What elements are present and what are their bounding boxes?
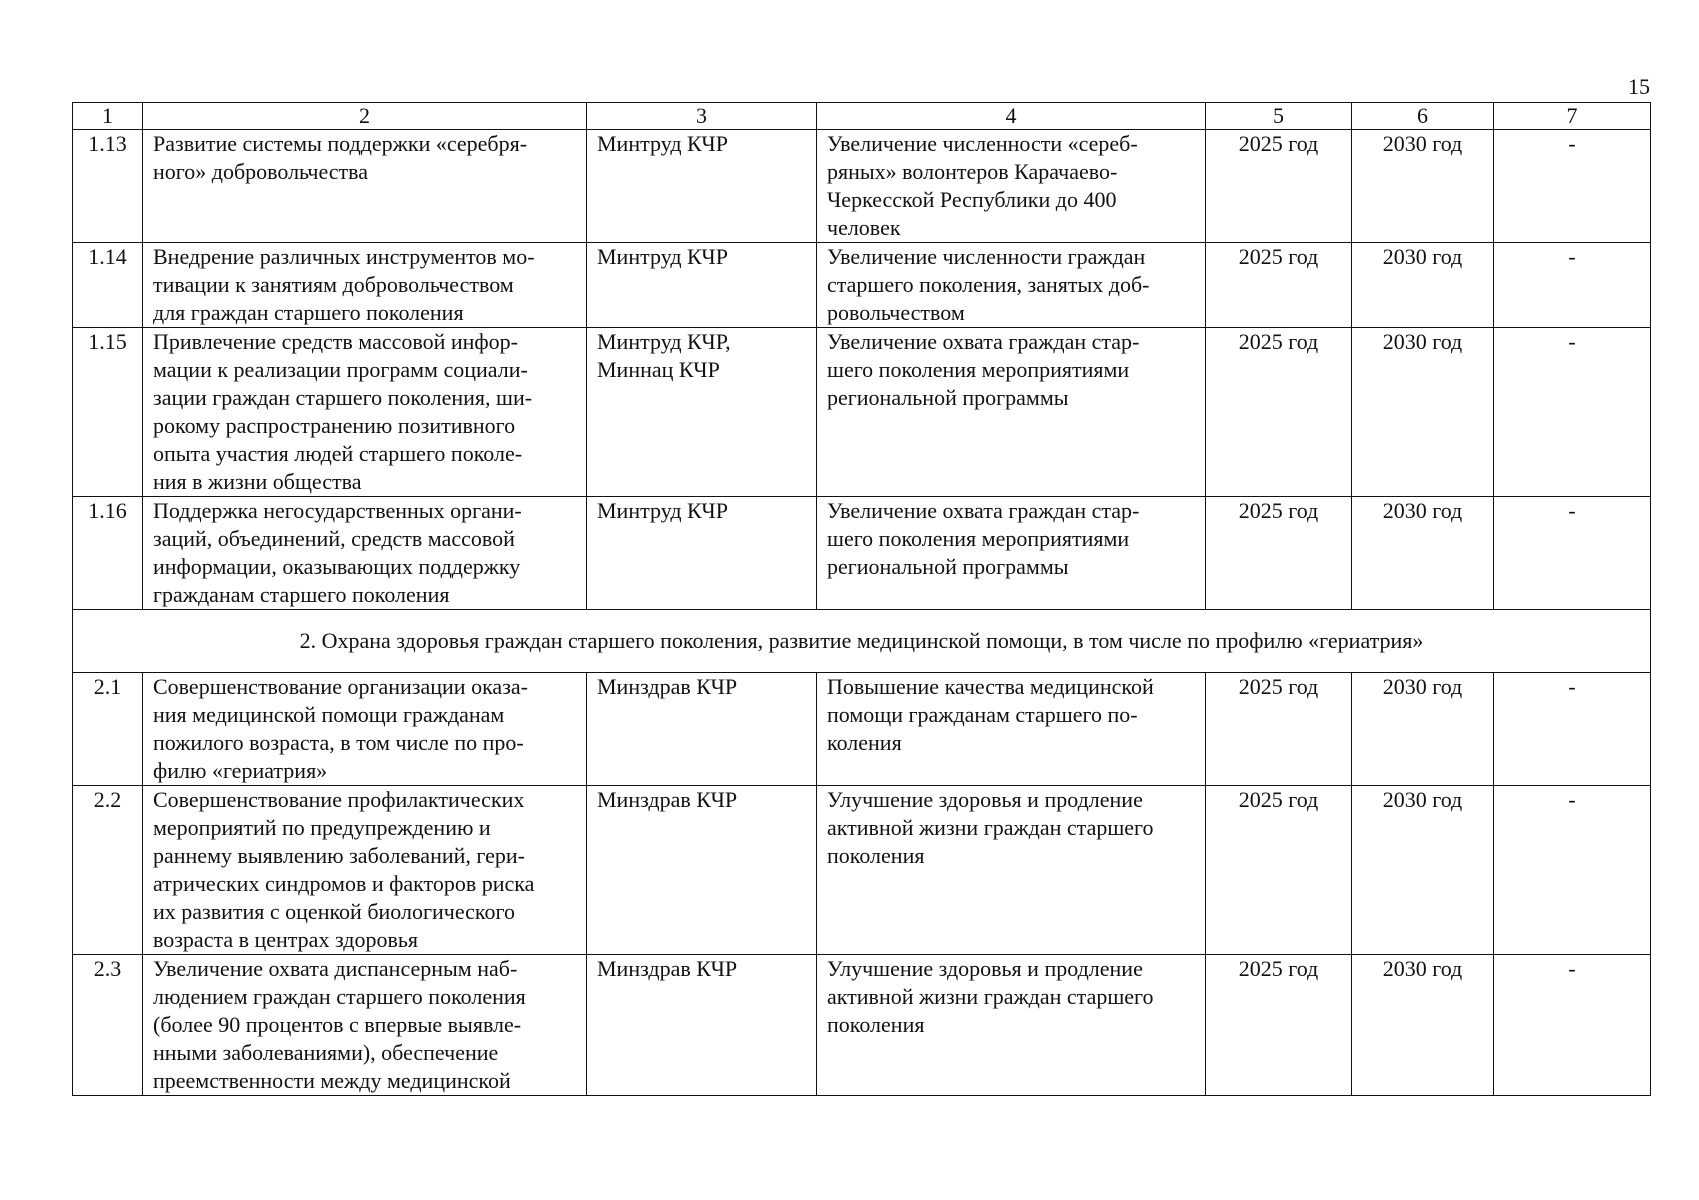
responsible-cell <box>587 786 817 955</box>
column-number-row <box>73 103 1651 130</box>
end-year: 2030 год <box>1352 243 1494 328</box>
section-title: 2. Охрана здоровья граждан старшего поколения, развитие медицинской помощи, в том числе по профилю «гериатрия» <box>73 610 1651 673</box>
measure-text: нными заболеваниями), обеспечение <box>153 1040 499 1065</box>
responsible-text: Минтруд КЧР, <box>597 329 731 354</box>
measure-cell <box>143 328 587 497</box>
result-text: шего поколения мероприятиями <box>827 526 1130 551</box>
measure-cell <box>143 673 587 786</box>
result-cell <box>817 955 1206 1096</box>
responsible-text: Минтруд КЧР <box>597 131 728 156</box>
table-row <box>73 673 1651 786</box>
measure-text: рокому распространению позитивного <box>153 413 516 438</box>
measure-text: преемственности между медицинской <box>153 1068 511 1093</box>
column-7-value: - <box>1494 328 1651 497</box>
measures-table <box>72 102 1651 1096</box>
column-7-value: - <box>1494 955 1651 1096</box>
column-number: 6 <box>1352 103 1494 130</box>
measure-text: Совершенствование организации оказа- <box>153 674 528 699</box>
result-cell <box>817 130 1206 243</box>
start-year: 2025 год <box>1206 497 1352 610</box>
measure-cell <box>143 786 587 955</box>
item-number: 2.3 <box>73 955 143 1096</box>
item-number: 1.16 <box>73 497 143 610</box>
column-number: 7 <box>1494 103 1651 130</box>
item-number: 1.14 <box>73 243 143 328</box>
measure-text: мации к реализации программ социали- <box>153 357 528 382</box>
responsible-cell <box>587 130 817 243</box>
column-7-value: - <box>1494 786 1651 955</box>
measure-text: Увеличение охвата диспансерным наб- <box>153 956 518 981</box>
measure-text: раннему выявлению заболеваний, гери- <box>153 843 525 868</box>
start-year: 2025 год <box>1206 955 1352 1096</box>
end-year: 2030 год <box>1352 130 1494 243</box>
measure-text: ного» добровольчества <box>153 159 369 184</box>
result-text: активной жизни граждан старшего <box>827 815 1154 840</box>
end-year: 2030 год <box>1352 497 1494 610</box>
column-7-value: - <box>1494 243 1651 328</box>
measure-text: людением граждан старшего поколения <box>153 984 526 1009</box>
column-number: 5 <box>1206 103 1352 130</box>
measure-text: зации граждан старшего поколения, ши- <box>153 385 533 410</box>
measure-text: Внедрение различных инструментов мо- <box>153 244 535 269</box>
result-text: ряных» волонтеров Карачаево- <box>827 159 1118 184</box>
measure-text: Развитие системы поддержки «серебря- <box>153 131 528 156</box>
result-text: Улучшение здоровья и продление <box>827 787 1143 812</box>
result-text: региональной программы <box>827 385 1069 410</box>
column-number: 1 <box>73 103 143 130</box>
end-year: 2030 год <box>1352 955 1494 1096</box>
result-cell <box>817 328 1206 497</box>
start-year: 2025 год <box>1206 328 1352 497</box>
page-number: 15 <box>1628 74 1650 99</box>
start-year: 2025 год <box>1206 786 1352 955</box>
measure-text: заций, объединений, средств массовой <box>153 526 515 551</box>
column-number: 4 <box>817 103 1206 130</box>
measure-text: атрических синдромов и факторов риска <box>153 871 535 896</box>
result-text: региональной программы <box>827 554 1069 579</box>
table-row <box>73 955 1651 1096</box>
measure-text: ния медицинской помощи гражданам <box>153 702 505 727</box>
measure-text: тивации к занятиям добровольчеством <box>153 272 514 297</box>
column-7-value: - <box>1494 673 1651 786</box>
result-cell <box>817 497 1206 610</box>
measure-text: ния в жизни общества <box>153 469 362 494</box>
responsible-cell <box>587 955 817 1096</box>
measure-cell <box>143 955 587 1096</box>
result-text: Увеличение охвата граждан стар- <box>827 329 1140 354</box>
responsible-cell <box>587 243 817 328</box>
result-text: Увеличение численности «сереб- <box>827 131 1138 156</box>
responsible-cell <box>587 673 817 786</box>
measure-cell <box>143 130 587 243</box>
measure-text: возраста в центрах здоровья <box>153 927 418 952</box>
measure-cell <box>143 243 587 328</box>
responsible-cell <box>587 497 817 610</box>
result-cell <box>817 243 1206 328</box>
end-year: 2030 год <box>1352 673 1494 786</box>
result-text: Повышение качества медицинской <box>827 674 1154 699</box>
measure-cell <box>143 497 587 610</box>
result-text: поколения <box>827 843 925 868</box>
result-text: поколения <box>827 1012 925 1037</box>
responsible-cell <box>587 328 817 497</box>
measure-text: их развития с оценкой биологического <box>153 899 515 924</box>
result-text: человек <box>827 215 901 240</box>
responsible-text: Минтруд КЧР <box>597 244 728 269</box>
responsible-text: Минтруд КЧР <box>597 498 728 523</box>
end-year: 2030 год <box>1352 786 1494 955</box>
table-row <box>73 328 1651 497</box>
result-text: активной жизни граждан старшего <box>827 984 1154 1009</box>
result-text: Увеличение охвата граждан стар- <box>827 498 1140 523</box>
measure-text: для граждан старшего поколения <box>153 300 464 325</box>
table-row <box>73 786 1651 955</box>
table-row <box>73 130 1651 243</box>
column-7-value: - <box>1494 130 1651 243</box>
measure-text: (более 90 процентов с впервые выявле- <box>153 1012 522 1037</box>
responsible-text: Минздрав КЧР <box>597 787 738 812</box>
responsible-text: Минздрав КЧР <box>597 956 738 981</box>
measure-text: Привлечение средств массовой инфор- <box>153 329 518 354</box>
start-year: 2025 год <box>1206 130 1352 243</box>
measure-text: пожилого возраста, в том числе по про- <box>153 730 524 755</box>
table-row <box>73 497 1651 610</box>
measure-text: информации, оказывающих поддержку <box>153 554 521 579</box>
result-text: ровольчеством <box>827 300 965 325</box>
measure-text: мероприятий по предупреждению и <box>153 815 491 840</box>
responsible-text: Минздрав КЧР <box>597 674 738 699</box>
result-cell <box>817 673 1206 786</box>
start-year: 2025 год <box>1206 243 1352 328</box>
column-number: 3 <box>587 103 817 130</box>
result-text: Увеличение численности граждан <box>827 244 1146 269</box>
measure-text: Поддержка негосударственных органи- <box>153 498 522 523</box>
section-heading-row <box>73 610 1651 673</box>
item-number: 2.1 <box>73 673 143 786</box>
result-cell <box>817 786 1206 955</box>
result-text: Улучшение здоровья и продление <box>827 956 1143 981</box>
measure-text: Совершенствование профилактических <box>153 787 525 812</box>
item-number: 1.15 <box>73 328 143 497</box>
item-number: 2.2 <box>73 786 143 955</box>
column-7-value: - <box>1494 497 1651 610</box>
result-text: шего поколения мероприятиями <box>827 357 1130 382</box>
end-year: 2030 год <box>1352 328 1494 497</box>
result-text: помощи гражданам старшего по- <box>827 702 1138 727</box>
result-text: старшего поколения, занятых доб- <box>827 272 1150 297</box>
start-year: 2025 год <box>1206 673 1352 786</box>
table-body <box>73 130 1651 1096</box>
result-text: Черкесской Республики до 400 <box>827 187 1117 212</box>
measure-text: гражданам старшего поколения <box>153 582 450 607</box>
measure-text: опыта участия людей старшего поколе- <box>153 441 523 466</box>
item-number: 1.13 <box>73 130 143 243</box>
table-row <box>73 243 1651 328</box>
result-text: коления <box>827 730 902 755</box>
responsible-text: Миннац КЧР <box>597 357 720 382</box>
column-number: 2 <box>143 103 587 130</box>
measure-text: филю «гериатрия» <box>153 758 328 783</box>
